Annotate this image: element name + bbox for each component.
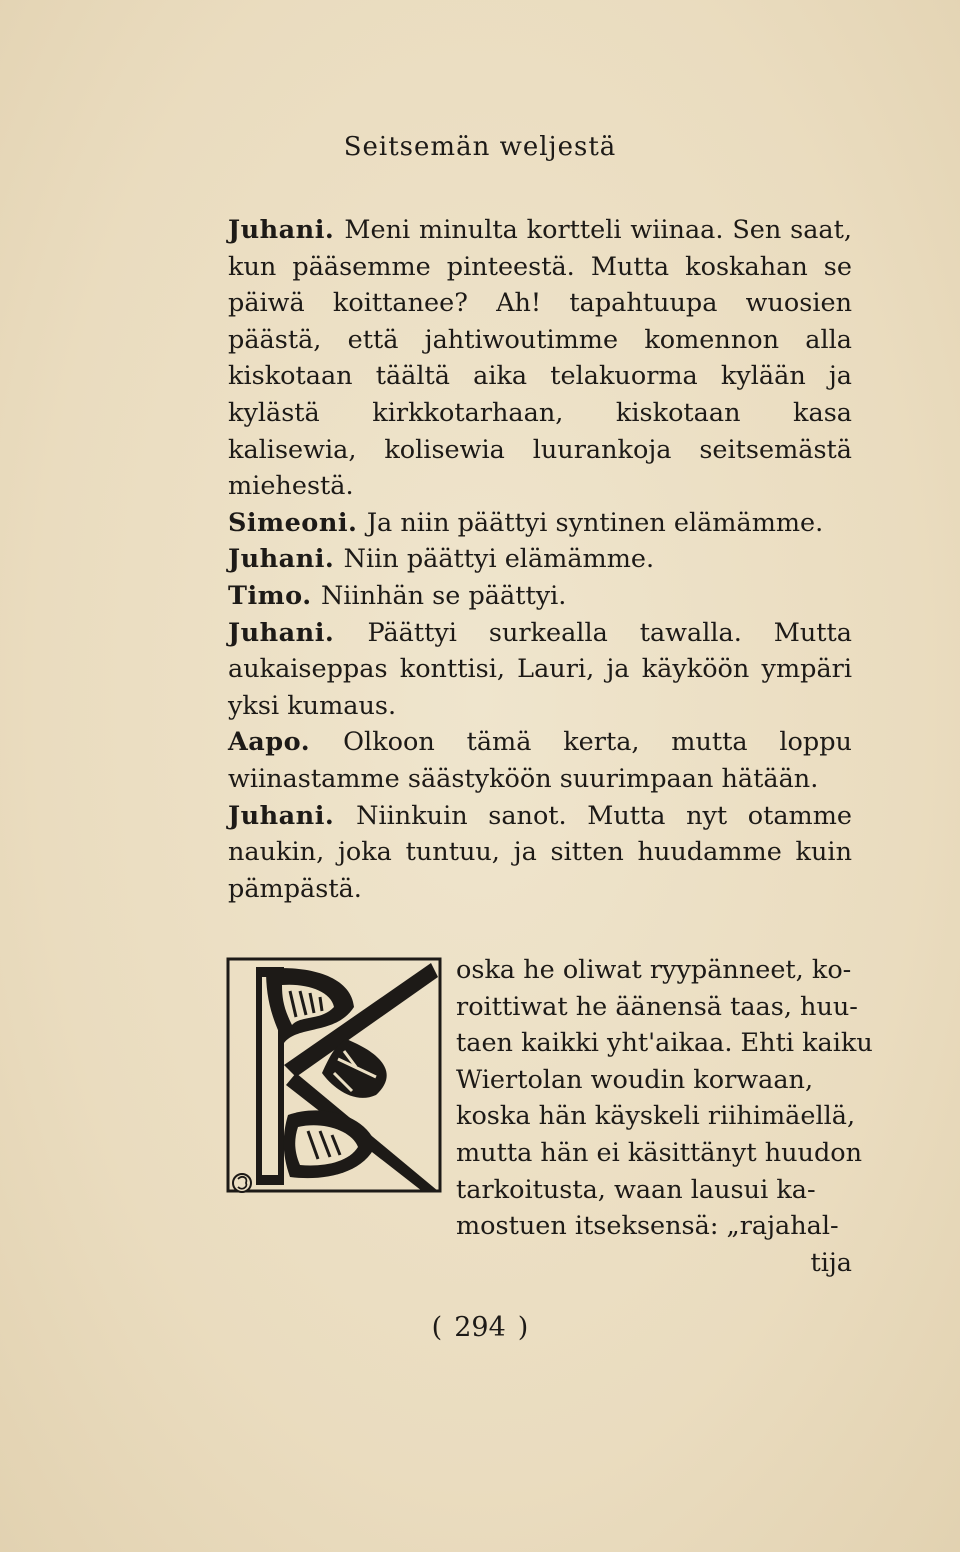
speech-juhani-3: [228, 615, 852, 725]
text-line: oska he oliwat ryypänneet, ko-: [456, 955, 852, 985]
speaker-name: Timo.: [228, 580, 312, 611]
page-number: [0, 1312, 960, 1343]
speaker-name: Juhani.: [228, 800, 335, 831]
speaker-name: Simeoni.: [228, 507, 358, 538]
speech-text: Niinhän se päättyi.: [320, 580, 567, 611]
speech-text: Meni minulta kortteli wiinaa. Sen saat, kun pääsemme pinteestä. Mutta koskahan se päiwä koittanee? Ah! tapahtuupa wuosien päästä, että jahtiwoutimme komennon alla kiskotaan täältä aika telakuorma kylään ja kylästä kirkkotarhaan, kiskotaan kasa kalisewia, kolisewia luurankoja seitsemästä miehestä.: [228, 215, 852, 502]
speech-timo: [228, 578, 852, 615]
text-line: taen kaikki yht'aikaa. Ehti kaiku: [456, 1028, 873, 1059]
decorated-initial-k: [226, 955, 442, 1195]
speech-text: Päättyi surkealla tawalla. Mutta aukaiseppas konttisi, Lauri, ja käyköön ympäri yksi kumaus.: [228, 617, 852, 721]
speaker-name: Juhani.: [228, 544, 335, 575]
speech-juhani-1: [228, 212, 852, 505]
speaker-name: Juhani.: [228, 617, 335, 648]
page-number-open-paren: (: [431, 1312, 443, 1343]
page-number-close-paren: ): [517, 1312, 529, 1343]
text-line: koska hän käyskeli riihimäellä,: [456, 1101, 856, 1132]
text-line: Wiertolan woudin korwaan,: [456, 1064, 814, 1095]
dialogue-block: [228, 212, 852, 907]
speech-aapo: [228, 724, 852, 797]
drop-cap-paragraph: [456, 952, 873, 1281]
running-head: Seitsemän weljestä: [343, 132, 617, 162]
ornamental-initial-illustration: [226, 955, 442, 1195]
speech-simeoni: [228, 505, 852, 542]
text-line: mutta hän ei käsittänyt huudon: [456, 1137, 863, 1168]
text-line: roittiwat he äänensä taas, huu-: [456, 991, 858, 1022]
speech-juhani-2: [228, 541, 852, 578]
text-line: mostuen itseksensä: „rajahal-: [456, 1211, 839, 1242]
speech-juhani-4: [228, 798, 852, 908]
speech-text: Ja niin päättyi syntinen elämämme.: [366, 507, 824, 538]
speech-text: Niinkuin sanot. Mutta nyt otamme naukin, joka tuntuu, ja sitten huudamme kuin pämpästä.: [228, 800, 852, 904]
text-line: tija: [810, 1247, 852, 1278]
speaker-name: Aapo.: [228, 727, 311, 758]
speaker-name: Juhani.: [228, 215, 335, 245]
speech-text: Niin päättyi elämämme.: [343, 544, 655, 575]
page-number-value: 294: [454, 1312, 506, 1343]
text-line: tarkoitusta, waan lausui ka-: [456, 1174, 816, 1205]
speech-text: Olkoon tämä kerta, mutta loppu wiinastamme säästyköön suurimpaan hätään.: [228, 727, 852, 794]
